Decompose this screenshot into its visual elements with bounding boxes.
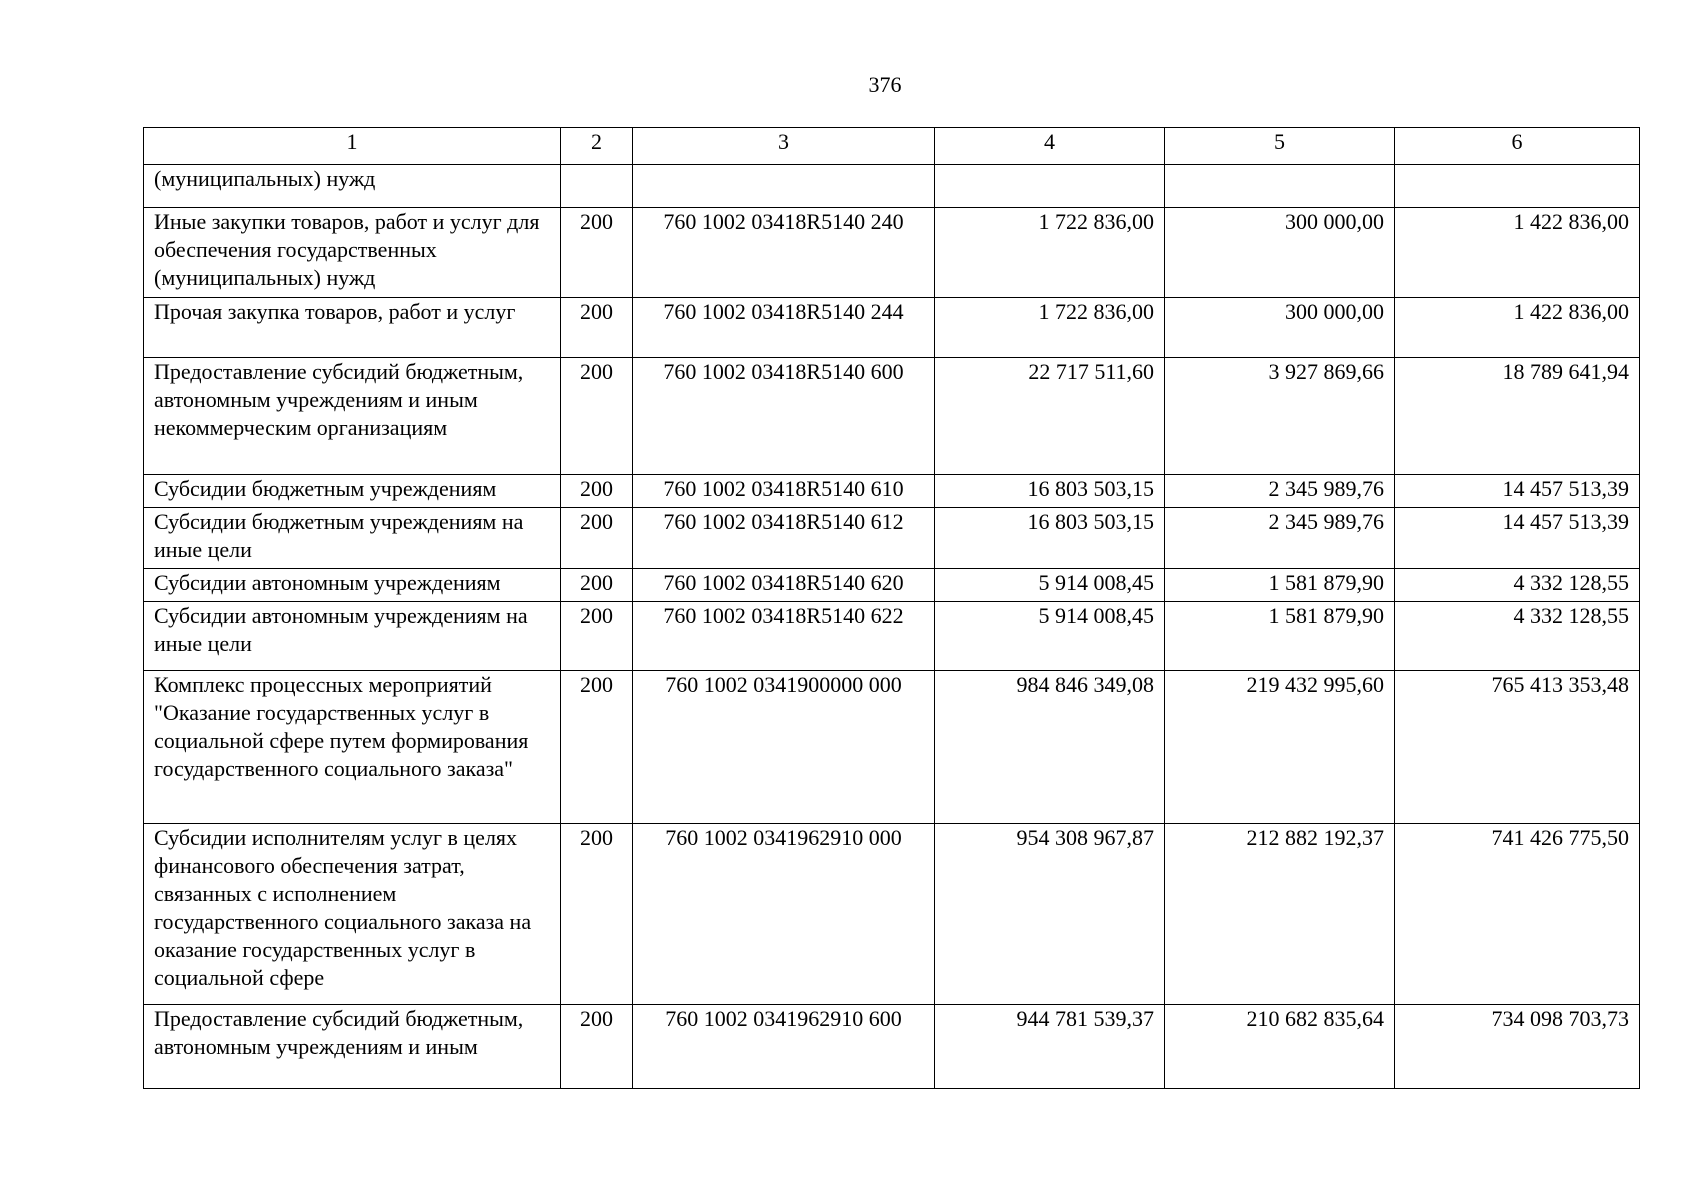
- classification-cell: 760 1002 0341962910 600: [633, 1005, 935, 1089]
- amount-cell-5: 3 927 869,66: [1165, 358, 1395, 475]
- header-row: [144, 128, 1640, 165]
- amount-cell-4: 5 914 008,45: [935, 569, 1165, 602]
- amount-cell-4: 22 717 511,60: [935, 358, 1165, 475]
- header-cell: 1: [144, 128, 561, 165]
- amount-cell-4: 1 722 836,00: [935, 208, 1165, 298]
- amount-cell-5: 2 345 989,76: [1165, 508, 1395, 569]
- classification-cell: 760 1002 03418R5140 244: [633, 298, 935, 358]
- amount-cell-5: 210 682 835,64: [1165, 1005, 1395, 1089]
- amount-cell-4: 1 722 836,00: [935, 298, 1165, 358]
- name-cell: (муниципальных) нужд: [144, 165, 561, 208]
- header-cell: 6: [1395, 128, 1640, 165]
- table-row: [144, 298, 1640, 358]
- amount-cell-4: 5 914 008,45: [935, 602, 1165, 671]
- amount-cell-6: 18 789 641,94: [1395, 358, 1640, 475]
- table-row: [144, 165, 1640, 208]
- header-cell: 4: [935, 128, 1165, 165]
- classification-cell: 760 1002 03418R5140 240: [633, 208, 935, 298]
- classification-cell: 760 1002 0341900000 000: [633, 671, 935, 824]
- table-row: [144, 602, 1640, 671]
- table-row: [144, 475, 1640, 508]
- code-cell: 200: [561, 671, 633, 824]
- name-cell: Предоставление субсидий бюджетным, автономным учреждениям и иным: [144, 1005, 561, 1089]
- amount-cell-6: 741 426 775,50: [1395, 824, 1640, 1005]
- amount-cell-6: 14 457 513,39: [1395, 475, 1640, 508]
- name-cell: Субсидии бюджетным учреждениям на иные цели: [144, 508, 561, 569]
- amount-cell-5: 2 345 989,76: [1165, 475, 1395, 508]
- amount-cell-5: [1165, 165, 1395, 208]
- amount-cell-6: [1395, 165, 1640, 208]
- name-cell: Субсидии автономным учреждениям на иные цели: [144, 602, 561, 671]
- classification-cell: 760 1002 0341962910 000: [633, 824, 935, 1005]
- amount-cell-6: 14 457 513,39: [1395, 508, 1640, 569]
- code-cell: 200: [561, 569, 633, 602]
- amount-cell-5: 300 000,00: [1165, 208, 1395, 298]
- amount-cell-6: 734 098 703,73: [1395, 1005, 1640, 1089]
- header-cell: 5: [1165, 128, 1395, 165]
- classification-cell: 760 1002 03418R5140 610: [633, 475, 935, 508]
- table-row: [144, 824, 1640, 1005]
- name-cell: Прочая закупка товаров, работ и услуг: [144, 298, 561, 358]
- amount-cell-6: 1 422 836,00: [1395, 208, 1640, 298]
- header-cell: 3: [633, 128, 935, 165]
- amount-cell-5: 1 581 879,90: [1165, 602, 1395, 671]
- table-row: [144, 208, 1640, 298]
- page-number: 376: [868, 72, 902, 97]
- classification-cell: [633, 165, 935, 208]
- classification-cell: 760 1002 03418R5140 612: [633, 508, 935, 569]
- header-cell: 2: [561, 128, 633, 165]
- amount-cell-4: 944 781 539,37: [935, 1005, 1165, 1089]
- code-cell: 200: [561, 298, 633, 358]
- amount-cell-4: 954 308 967,87: [935, 824, 1165, 1005]
- code-cell: 200: [561, 824, 633, 1005]
- name-cell: Иные закупки товаров, работ и услуг для обеспечения государственных (муниципальных) нужд: [144, 208, 561, 298]
- table-row: [144, 671, 1640, 824]
- code-cell: 200: [561, 475, 633, 508]
- amount-cell-5: 219 432 995,60: [1165, 671, 1395, 824]
- amount-cell-6: 4 332 128,55: [1395, 569, 1640, 602]
- budget-table: [143, 127, 1640, 1089]
- code-cell: 200: [561, 208, 633, 298]
- budget-table-body: [144, 128, 1640, 1089]
- table-row: [144, 358, 1640, 475]
- code-cell: 200: [561, 508, 633, 569]
- amount-cell-4: 16 803 503,15: [935, 475, 1165, 508]
- table-row: [144, 508, 1640, 569]
- amount-cell-4: [935, 165, 1165, 208]
- amount-cell-6: 1 422 836,00: [1395, 298, 1640, 358]
- amount-cell-5: 212 882 192,37: [1165, 824, 1395, 1005]
- amount-cell-4: 16 803 503,15: [935, 508, 1165, 569]
- classification-cell: 760 1002 03418R5140 622: [633, 602, 935, 671]
- code-cell: 200: [561, 1005, 633, 1089]
- table-row: [144, 1005, 1640, 1089]
- amount-cell-6: 765 413 353,48: [1395, 671, 1640, 824]
- name-cell: Комплекс процессных мероприятий "Оказание государственных услуг в социальной сфере путем формирования государственного социального заказа": [144, 671, 561, 824]
- amount-cell-5: 1 581 879,90: [1165, 569, 1395, 602]
- name-cell: Субсидии автономным учреждениям: [144, 569, 561, 602]
- classification-cell: 760 1002 03418R5140 620: [633, 569, 935, 602]
- code-cell: [561, 165, 633, 208]
- code-cell: 200: [561, 602, 633, 671]
- table-row: [144, 569, 1640, 602]
- name-cell: Предоставление субсидий бюджетным, автономным учреждениям и иным некоммерческим организациям: [144, 358, 561, 475]
- amount-cell-4: 984 846 349,08: [935, 671, 1165, 824]
- amount-cell-6: 4 332 128,55: [1395, 602, 1640, 671]
- amount-cell-5: 300 000,00: [1165, 298, 1395, 358]
- name-cell: Субсидии бюджетным учреждениям: [144, 475, 561, 508]
- name-cell: Субсидии исполнителям услуг в целях финансового обеспечения затрат, связанных с исполнением государственного социального заказа на оказание государственных услуг в социальной сфере: [144, 824, 561, 1005]
- classification-cell: 760 1002 03418R5140 600: [633, 358, 935, 475]
- code-cell: 200: [561, 358, 633, 475]
